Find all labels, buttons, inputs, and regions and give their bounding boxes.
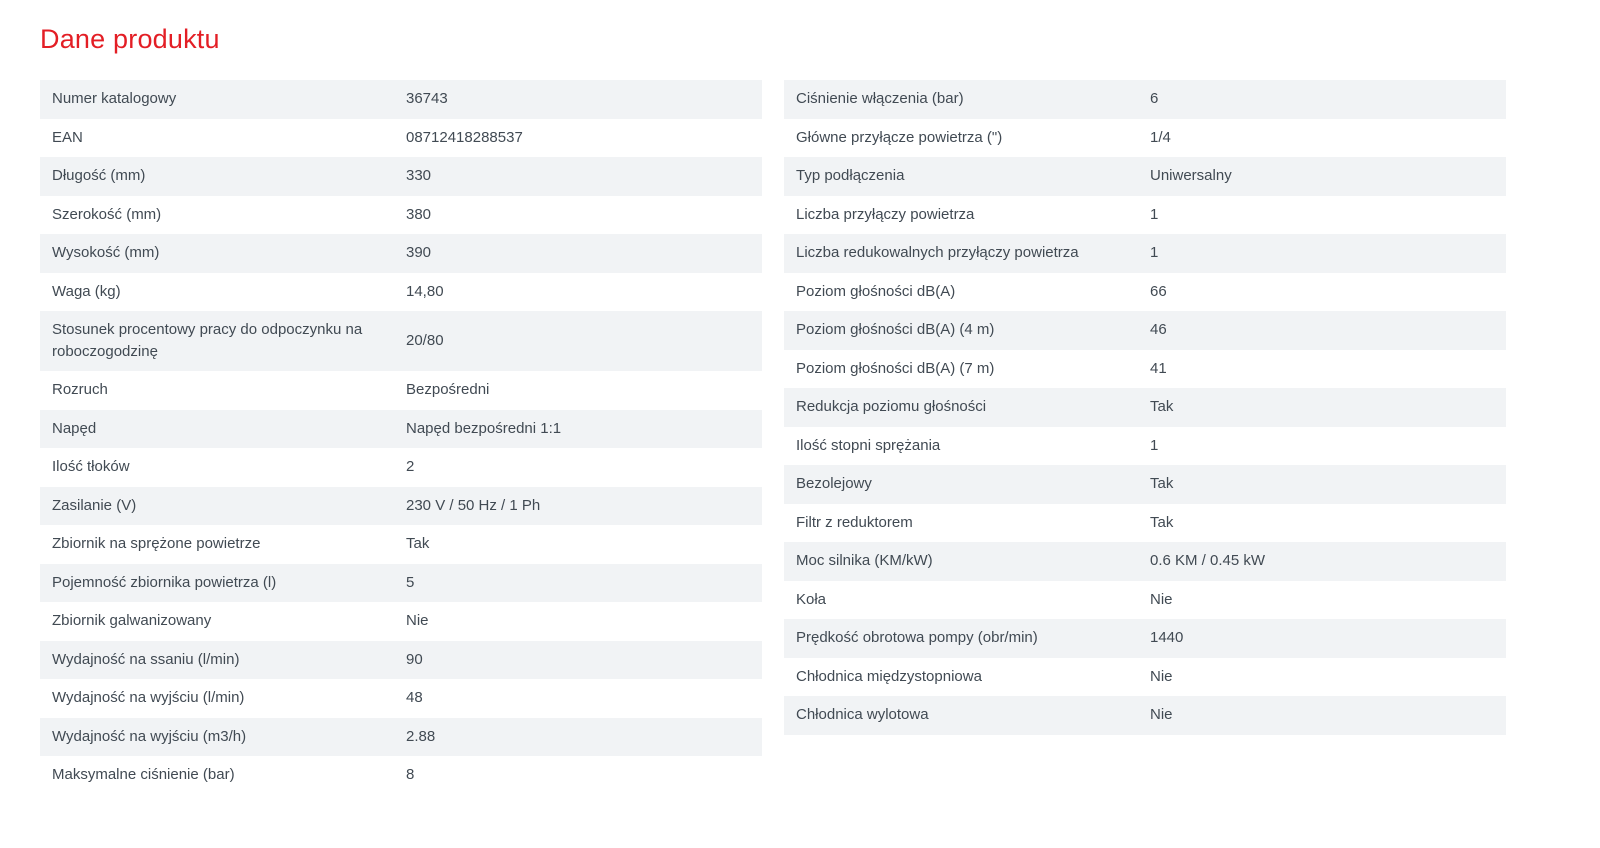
spec-label: Zasilanie (V) xyxy=(52,496,137,514)
spec-label: EAN xyxy=(52,128,83,146)
spec-value: 2 xyxy=(406,458,415,476)
spec-value: 46 xyxy=(1150,321,1167,339)
spec-value: 5 xyxy=(406,573,415,591)
spec-label: Filtr z reduktorem xyxy=(796,513,913,531)
spec-label: Poziom głośności dB(A) (4 m) xyxy=(796,321,995,339)
spec-value: 1 xyxy=(1150,205,1159,223)
spec-row xyxy=(40,273,762,312)
spec-value: 1440 xyxy=(1150,629,1184,647)
spec-value: 8 xyxy=(406,766,415,784)
spec-value: 2.88 xyxy=(406,727,436,745)
spec-row xyxy=(784,80,1506,119)
spec-value: 48 xyxy=(406,689,423,707)
spec-label: Waga (kg) xyxy=(52,282,121,300)
spec-row xyxy=(40,718,762,757)
spec-value: 330 xyxy=(406,167,432,185)
spec-value: 6 xyxy=(1150,90,1159,108)
spec-value: 0.6 KM / 0.45 kW xyxy=(1150,552,1266,570)
spec-label: Maksymalne ciśnienie (bar) xyxy=(52,766,235,784)
spec-label: Napęd xyxy=(52,419,97,437)
spec-table-right xyxy=(784,80,1506,735)
spec-label: Liczba przyłączy powietrza xyxy=(796,205,975,223)
spec-row xyxy=(784,658,1506,697)
spec-row xyxy=(40,196,762,235)
spec-row xyxy=(40,525,762,564)
spec-row xyxy=(40,119,762,158)
spec-value: Napęd bezpośredni 1:1 xyxy=(406,419,562,437)
spec-row xyxy=(40,80,762,119)
spec-value: 380 xyxy=(406,205,432,223)
spec-label: Stosunek procentowy pracy do odpoczynku na roboczogodzinę xyxy=(52,321,363,360)
spec-value: 1/4 xyxy=(1150,128,1171,146)
spec-label: Numer katalogowy xyxy=(52,90,177,108)
spec-row xyxy=(40,410,762,449)
spec-value: Bezpośredni xyxy=(406,381,490,399)
spec-row xyxy=(784,388,1506,427)
spec-row xyxy=(784,196,1506,235)
spec-row xyxy=(40,641,762,680)
spec-value: Nie xyxy=(1150,590,1173,608)
spec-label: Typ podłączenia xyxy=(796,167,905,185)
spec-value: Tak xyxy=(406,535,430,553)
spec-value: Tak xyxy=(1150,513,1174,531)
spec-label: Prędkość obrotowa pompy (obr/min) xyxy=(796,629,1038,647)
spec-row xyxy=(784,619,1506,658)
spec-row xyxy=(40,311,762,371)
spec-value: Uniwersalny xyxy=(1150,167,1232,185)
spec-value: Nie xyxy=(1150,667,1173,685)
spec-row xyxy=(784,542,1506,581)
spec-value: 230 V / 50 Hz / 1 Ph xyxy=(406,496,541,514)
spec-value: 1 xyxy=(1150,436,1159,454)
spec-label: Zbiornik galwanizowany xyxy=(52,612,212,630)
spec-row xyxy=(40,157,762,196)
spec-label: Moc silnika (KM/kW) xyxy=(796,552,933,570)
spec-value: Nie xyxy=(406,612,429,630)
spec-label: Wydajność na wyjściu (l/min) xyxy=(52,689,245,707)
spec-label: Długość (mm) xyxy=(52,167,146,185)
spec-row xyxy=(40,371,762,410)
spec-label: Szerokość (mm) xyxy=(52,205,162,223)
spec-label: Ciśnienie włączenia (bar) xyxy=(796,90,964,108)
spec-label: Koła xyxy=(796,590,827,608)
spec-row xyxy=(40,602,762,641)
spec-value: 08712418288537 xyxy=(406,128,523,146)
spec-row xyxy=(784,311,1506,350)
page-title: Dane produktu xyxy=(40,24,220,54)
spec-row xyxy=(784,504,1506,543)
spec-label: Chłodnica międzystopniowa xyxy=(796,667,982,685)
spec-row xyxy=(40,234,762,273)
spec-row xyxy=(784,696,1506,735)
spec-row xyxy=(784,234,1506,273)
spec-label: Wysokość (mm) xyxy=(52,244,160,262)
spec-value: 66 xyxy=(1150,282,1167,300)
spec-row xyxy=(784,427,1506,466)
spec-label: Redukcja poziomu głośności xyxy=(796,398,987,416)
spec-value: 20/80 xyxy=(406,332,444,349)
spec-table-left xyxy=(40,80,762,795)
spec-value: 41 xyxy=(1150,359,1167,377)
spec-value: 36743 xyxy=(406,90,448,108)
spec-value: Nie xyxy=(1150,706,1173,724)
spec-label: Zbiornik na sprężone powietrze xyxy=(52,535,261,553)
spec-label: Ilość stopni sprężania xyxy=(796,436,941,454)
spec-value: 390 xyxy=(406,244,432,262)
spec-row xyxy=(40,564,762,603)
spec-label: Wydajność na wyjściu (m3/h) xyxy=(52,727,247,745)
spec-row xyxy=(784,157,1506,196)
spec-value: Tak xyxy=(1150,398,1174,416)
spec-row xyxy=(784,465,1506,504)
spec-row xyxy=(784,581,1506,620)
spec-row xyxy=(40,448,762,487)
spec-value: Tak xyxy=(1150,475,1174,493)
spec-tables-container xyxy=(40,80,1600,795)
spec-label: Poziom głośności dB(A) xyxy=(796,282,956,300)
spec-label: Pojemność zbiornika powietrza (l) xyxy=(52,573,277,591)
spec-row xyxy=(784,119,1506,158)
spec-row xyxy=(784,350,1506,389)
spec-row xyxy=(40,756,762,795)
spec-value: 1 xyxy=(1150,244,1159,262)
spec-label: Bezolejowy xyxy=(796,475,872,493)
spec-label: Poziom głośności dB(A) (7 m) xyxy=(796,359,995,377)
spec-label: Główne przyłącze powietrza (") xyxy=(796,128,1003,146)
spec-label: Ilość tłoków xyxy=(52,458,130,476)
spec-row xyxy=(784,273,1506,312)
spec-row xyxy=(40,487,762,526)
spec-value: 90 xyxy=(406,650,423,668)
spec-label: Wydajność na ssaniu (l/min) xyxy=(52,650,240,668)
spec-row xyxy=(40,679,762,718)
spec-label: Liczba redukowalnych przyłączy powietrza xyxy=(796,244,1079,262)
spec-label: Rozruch xyxy=(52,381,108,399)
spec-value: 14,80 xyxy=(406,282,444,300)
spec-label: Chłodnica wylotowa xyxy=(796,706,929,724)
